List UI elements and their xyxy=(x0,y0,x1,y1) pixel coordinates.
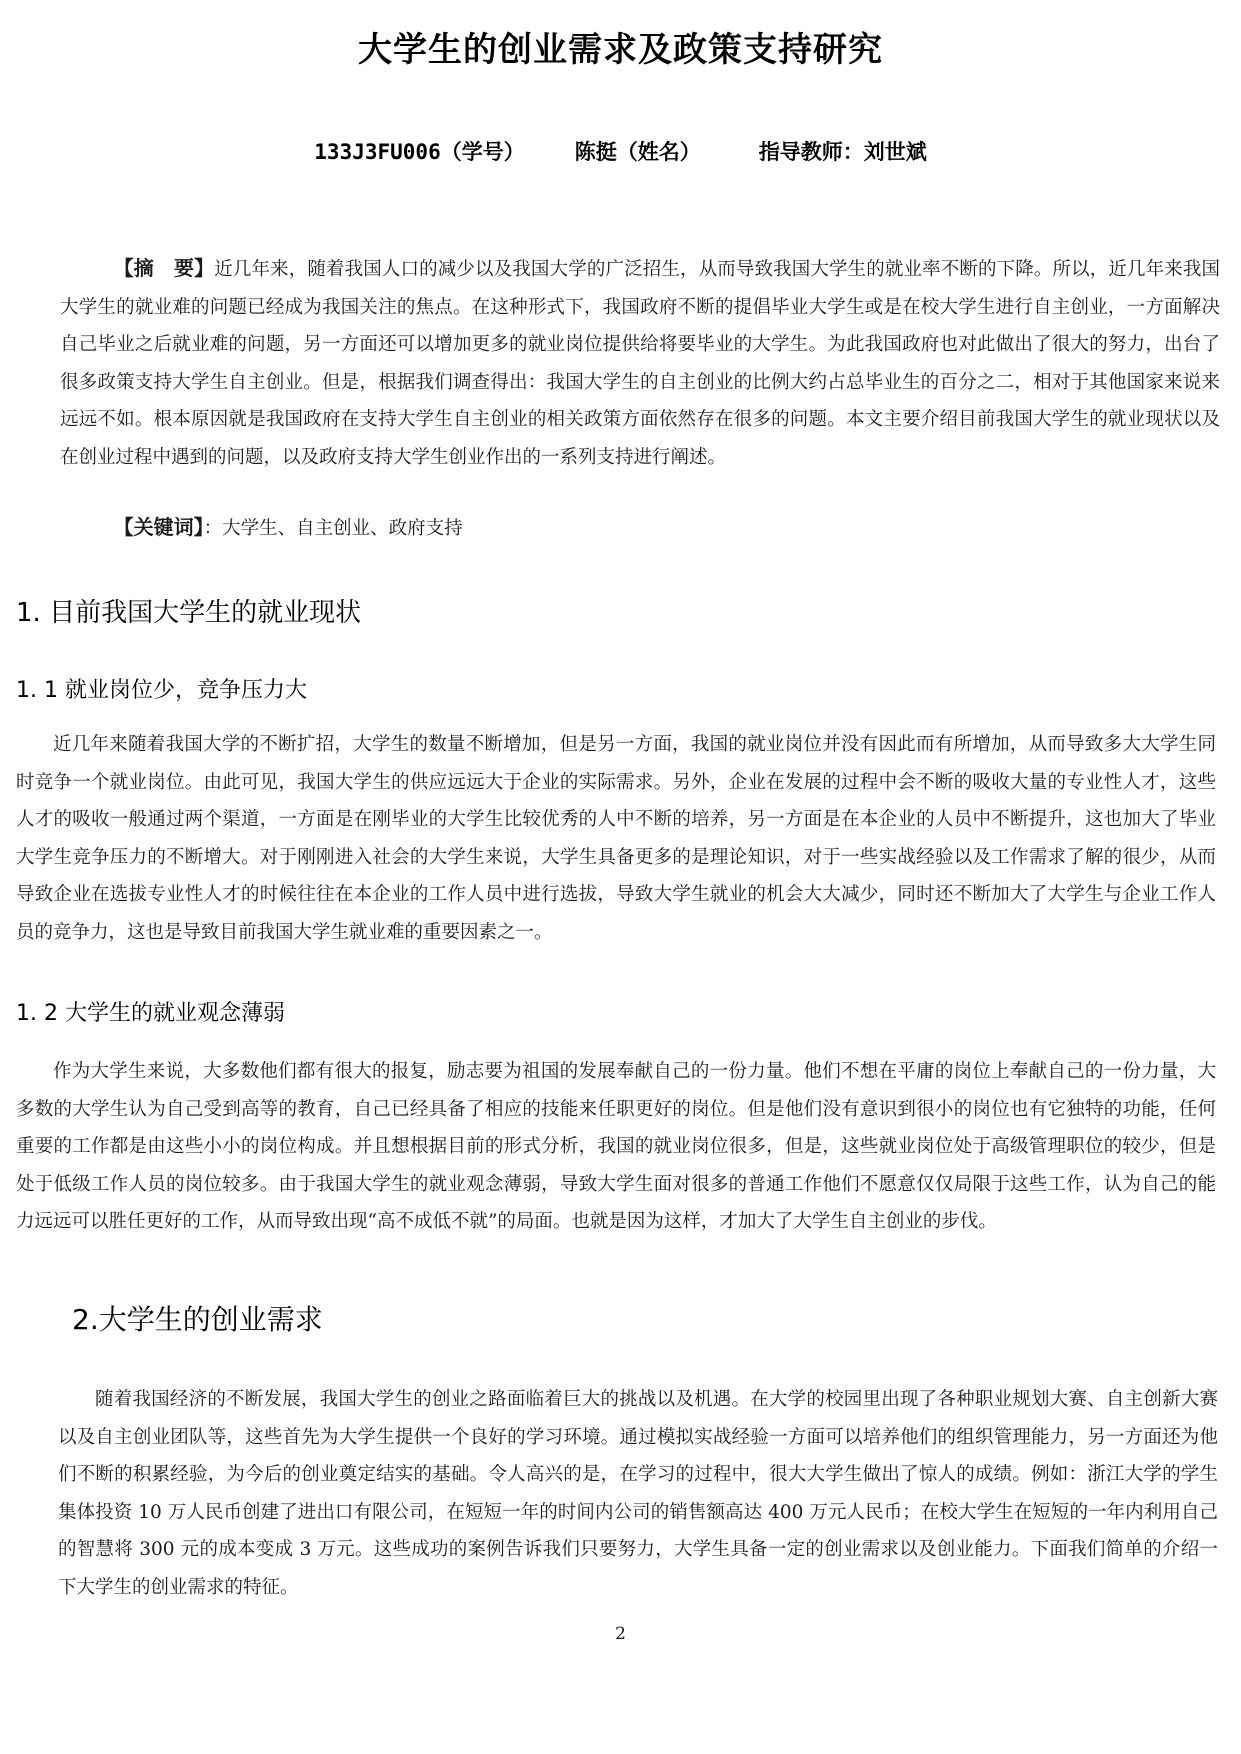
section-1-2-heading: 1. 2 大学生的就业观念薄弱 xyxy=(16,1001,285,1026)
section-1-heading: 1. 目前我国大学生的就业现状 xyxy=(16,598,362,628)
keywords-text: ：大学生、自主创业、政府支持 xyxy=(203,518,463,539)
section-1-1-heading: 1. 1 就业岗位少，竞争压力大 xyxy=(16,678,307,703)
keywords-label: 【关键词】 xyxy=(113,515,204,539)
section-2-text: 随着我国经济的不断发展，我国大学生的创业之路面临着巨大的挑战以及机遇。在大学的校园里出现了各种职业规划大赛、自主创新大赛以及自主创业团队等，这些首先为大学生提供一个良好的学习环境。通过模拟实战经验一方面可以培养他们的组织管理能力，另一方面还为他们不断的积累经验，为今后的创业奠定结实的基础。令人高兴的是，在学习的过程中，很大大学生做出了惊人的成绩。例如：浙江大学的学生集体投资 10 万人民币创建了进出口有限公司，在短短一年的时间内公司的销售额高达 400 万元人民币；在校大学生在短短的一年内利用自己的智慧将 300 元的成本变成 3 万元。这些成功的案例告诉我们只要努力，大学生具备一定的创业需求以及创业能力。下面我们简单的介绍一下大学生的创业需求的特征。 xyxy=(58,1389,1218,1598)
abstract xyxy=(60,250,1220,476)
student-id: 133J3FU006（学号） xyxy=(314,140,525,164)
section-1-2-text: 作为大学生来说，大多数他们都有很大的报复，励志要为祖国的发展奉献自己的一份力量。他们不想在平庸的岗位上奉献自己的一份力量，大多数的大学生认为自己受到高等的教育，自己已经具备了相应的技能来任职更好的岗位。但是他们没有意识到很小的岗位也有它独特的功能，任何重要的工作都是由这些小小的岗位构成。并且想根据目前的形式分析，我国的就业岗位很多，但是，这些就业岗位处于高级管理职位的较少，但是处于低级工作人员的岗位较多。由于我国大学生的就业观念薄弱，导致大学生面对很多的普通工作他们不愿意仅仅局限于这些工作，认为自己的能力远远可以胜任更好的工作，从而导致出现“高不成低不就”的局面。也就是因为这样，才加大了大学生自主创业的步伐。 xyxy=(16,1061,1216,1232)
page-number: 2 xyxy=(615,1624,626,1644)
advisor: 指导教师：刘世斌 xyxy=(758,140,927,164)
keywords xyxy=(60,511,1220,540)
section-1-1-text: 近几年来随着我国大学的不断扩招，大学生的数量不断增加，但是另一方面，我国的就业岗位并没有因此而有所增加，从而导致多大大学生同时竞争一个就业岗位。由此可见，我国大学生的供应远远大于企业的实际需求。另外，企业在发展的过程中会不断的吸收大量的专业性人才，这些人才的吸收一般通过两个渠道，一方面是在刚毕业的大学生比较优秀的人中不断的培养，另一方面是在本企业的人员中不断提升，这也加大了毕业大学生竞争压力的不断增大。对于刚刚进入社会的大学生来说，大学生具备更多的是理论知识，对于一些实战经验以及工作需求了解的很少，从而导致企业在选拔专业性人才的时候往往在本企业的工作人员中进行选拔，导致大学生就业的机会大大减少，同时还不断加大了大学生与企业工作人员的竞争力，这也是导致目前我国大学生就业难的重要因素之一。 xyxy=(16,734,1216,943)
abstract-text: 近几年来，随着我国人口的减少以及我国大学的广泛招生，从而导致我国大学生的就业率不断的下降。所以，近几年来我国大学生的就业难的问题已经成为我国关注的焦点。在这种形式下，我国政府不断的提倡毕业大学生或是在校大学生进行自主创业，一方面解决自己毕业之后就业难的问题，另一方面还可以增加更多的就业岗位提供给将要毕业的大学生。为此我国政府也对此做出了很大的努力，出台了很多政策支持大学生自主创业。但是，根据我们调查得出：我国大学生的自主创业的比例大约占总毕业生的百分之二，相对于其他国家来说来远远不如。根本原因就是我国政府在支持大学生自主创业的相关政策方面依然存在很多的问题。本文主要介绍目前我国大学生的就业现状以及在创业过程中遇到的问题，以及政府支持大学生创业作出的一系列支持进行阐述。 xyxy=(60,259,1220,468)
student-name: 陈挺（姓名） xyxy=(574,140,701,164)
author-line xyxy=(0,136,1241,166)
paper-title: 大学生的创业需求及政策支持研究 xyxy=(358,30,883,70)
abstract-label: 【摘 要】 xyxy=(113,256,215,280)
section-2-heading: 2.大学生的创业需求 xyxy=(72,1303,323,1336)
